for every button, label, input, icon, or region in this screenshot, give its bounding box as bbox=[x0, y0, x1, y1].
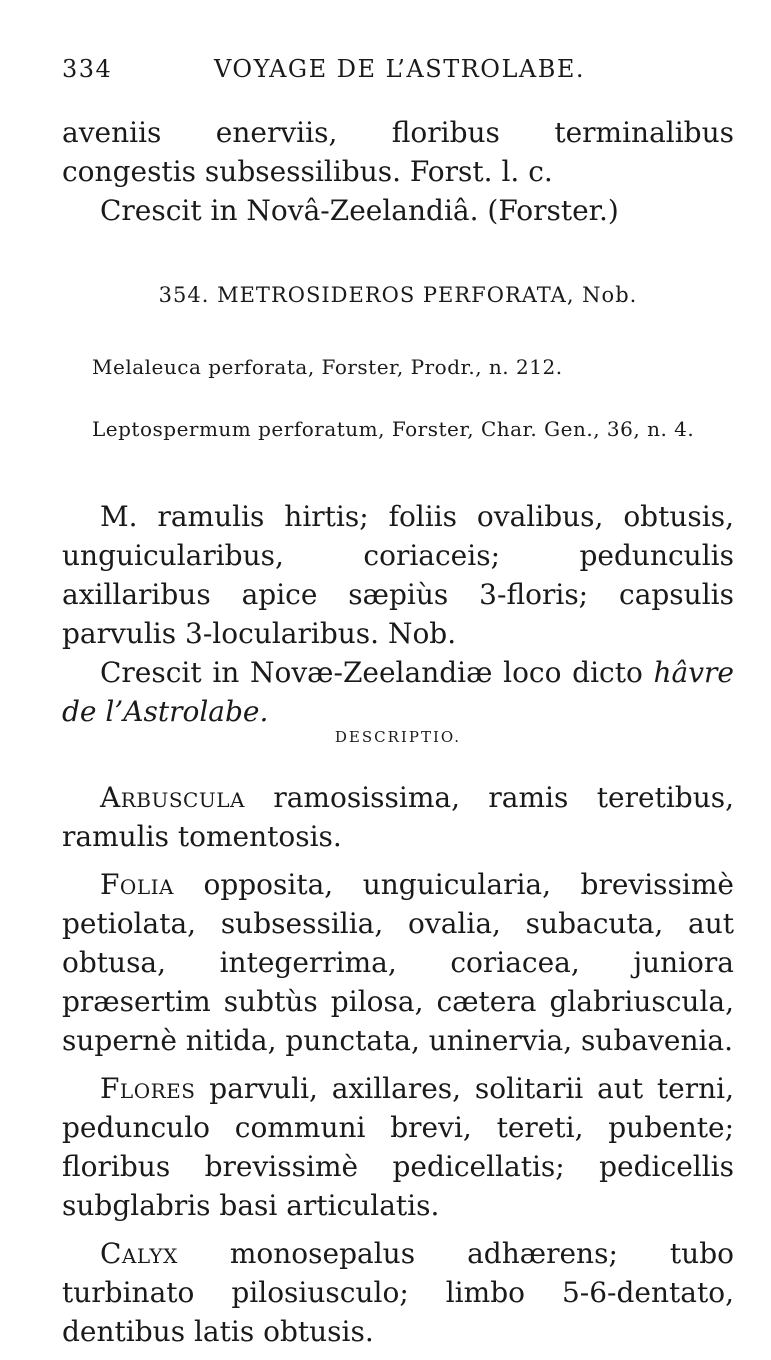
description-paragraph-calyx bbox=[62, 1234, 734, 1351]
term-flores: Flores bbox=[100, 1072, 196, 1105]
text-flores: parvuli, axillares, solitarii aut terni, pedunculo communi brevi, tereti, pubente; floribus brevissimè pedicellatis; pedicellis subglabris basi articulatis. bbox=[62, 1072, 734, 1222]
text-calyx: monosepalus adhærens; tubo turbinato pilosiusculo; limbo 5-6-dentato, dentibus latis obtusis. bbox=[62, 1237, 734, 1348]
description-paragraph-folia bbox=[62, 865, 734, 1060]
page-header bbox=[62, 55, 732, 95]
diagnosis-block bbox=[62, 497, 734, 731]
term-folia: Folia bbox=[100, 868, 174, 901]
term-arbuscula: Arbuscula bbox=[100, 781, 245, 814]
description-heading: DESCRIPTIO. bbox=[334, 728, 462, 746]
description-paragraph-flores bbox=[62, 1069, 734, 1225]
continuation-habitat: Crescit in Novâ-Zeelandiâ. (Forster.) bbox=[100, 194, 619, 227]
synonym-melaleuca: Melaleuca perforata, Forster, Prodr., n. 212. bbox=[92, 355, 563, 379]
synonym-leptospermum: Leptospermum perforatum, Forster, Char. Gen., 36, n. 4. bbox=[92, 417, 695, 441]
habitat-locality: hâvre de l’Astrolabe. bbox=[62, 656, 734, 728]
description-block bbox=[62, 778, 734, 1360]
species-habitat bbox=[62, 653, 734, 731]
continuation-block bbox=[62, 113, 734, 230]
habitat-prefix: Crescit in Novæ-Zeelandiæ loco dicto bbox=[100, 656, 654, 689]
text-arbuscula: ramosissima, ramis teretibus, ramulis tomentosis. bbox=[62, 781, 734, 853]
species-title: 354. METROSIDEROS PERFORATA, Nob. bbox=[158, 283, 638, 307]
running-title: VOYAGE DE L’ASTROLABE. bbox=[214, 55, 586, 83]
term-calyx: Calyx bbox=[100, 1237, 178, 1270]
diagnosis-text: M. ramulis hirtis; foliis ovalibus, obtusis, unguicularibus, coriaceis; pedunculis axillaribus apice sæpiùs 3-floris; capsulis parvulis 3-locularibus. Nob. bbox=[62, 500, 734, 650]
continuation-text: aveniis enerviis, floribus terminalibus congestis subsessilibus. Forst. l. c. bbox=[62, 116, 734, 188]
description-paragraph-arbuscula bbox=[62, 778, 734, 856]
text-folia: opposita, unguicularia, brevissimè petiolata, subsessilia, ovalia, subacuta, aut obtusa, integerrima, coriacea, juniora præsertim subtùs pilosa, cætera glabriuscula, supernè nitida, punctata, uninervia, subavenia. bbox=[62, 868, 734, 1057]
page-number: 334 bbox=[62, 55, 113, 83]
